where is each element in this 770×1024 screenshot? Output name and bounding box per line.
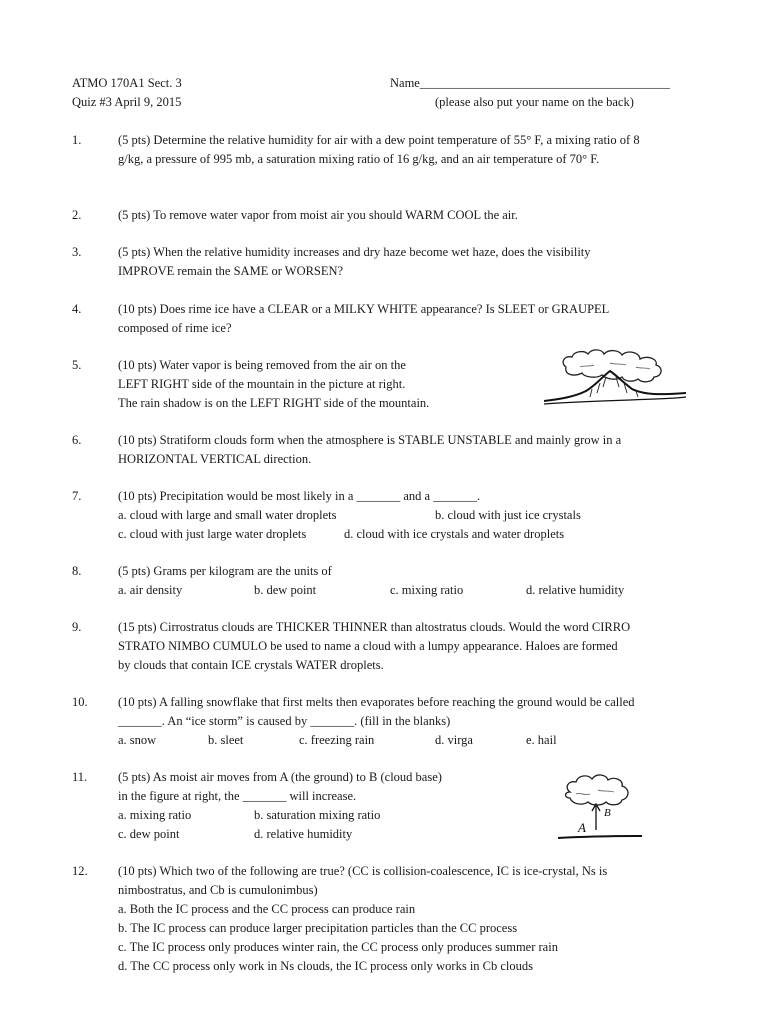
question-text: (10 pts) Precipitation would be most likely in a _______ and a _______.	[118, 489, 481, 503]
question-text: (15 pts) Cirrostratus clouds are THICKER THINNER than altostratus clouds. Would the word CIRRO	[118, 620, 631, 634]
name-field[interactable]: Name________________________________________	[390, 76, 670, 90]
question-number: 5.	[72, 358, 82, 372]
option-b[interactable]: b. dew point	[254, 583, 317, 597]
option-c[interactable]: c. dew point	[118, 827, 180, 841]
name-note: (please also put your name on the back)	[435, 95, 634, 109]
option-a[interactable]: a. snow	[118, 733, 157, 747]
question-text: (5 pts) Grams per kilogram are the units of	[118, 564, 332, 578]
option-d[interactable]: d. relative humidity	[526, 583, 625, 597]
option-c[interactable]: c. cloud with just large water droplets	[118, 527, 307, 541]
question-text: IMPROVE remain the SAME or WORSEN?	[118, 264, 344, 278]
option-a[interactable]: a. mixing ratio	[118, 808, 192, 822]
question-text: (10 pts) Does rime ice have a CLEAR or a MILKY WHITE appearance? Is SLEET or GRAUPEL	[118, 302, 610, 316]
question-number: 3.	[72, 245, 82, 259]
question-number: 12.	[72, 864, 88, 878]
question-text: (10 pts) Stratiform clouds form when the atmosphere is STABLE UNSTABLE and mainly grow in a	[118, 433, 622, 447]
question-text: (10 pts) Which two of the following are true? (CC is collision-coalescence, IC is ice-crystal, Ns is	[118, 864, 608, 878]
question-text: The rain shadow is on the LEFT RIGHT side of the mountain.	[118, 396, 430, 410]
question-number: 11.	[72, 770, 88, 784]
question-text: (10 pts) A falling snowflake that first melts then evaporates before reaching the ground would be called	[118, 695, 635, 709]
course-title: ATMO 170A1 Sect. 3	[72, 76, 182, 90]
option-c[interactable]: c. mixing ratio	[390, 583, 464, 597]
mountain-cloud-figure	[540, 345, 690, 407]
question-text: nimbostratus, and Cb is cumulonimbus)	[118, 883, 318, 897]
option-d[interactable]: d. cloud with ice crystals and water droplets	[344, 527, 565, 541]
option-a[interactable]: a. air density	[118, 583, 183, 597]
question-text: (5 pts) To remove water vapor from moist air you should WARM COOL the air.	[118, 208, 518, 222]
option-d[interactable]: d. relative humidity	[254, 827, 353, 841]
option-b[interactable]: b. The IC process can produce larger precipitation particles than the CC process	[118, 921, 518, 935]
question-text: STRATO NIMBO CUMULO be used to name a cloud with a lumpy appearance. Haloes are formed	[118, 639, 618, 653]
question-number: 9.	[72, 620, 82, 634]
option-b[interactable]: b. cloud with just ice crystals	[435, 508, 581, 522]
label-a: A	[578, 820, 586, 835]
question-text: g/kg, a pressure of 995 mb, a saturation mixing ratio of 16 g/kg, and an air temperature of 70° F.	[118, 152, 600, 166]
question-number: 4.	[72, 302, 82, 316]
question-text: by clouds that contain ICE crystals WATER droplets.	[118, 658, 384, 672]
question-number: 6.	[72, 433, 82, 447]
question-number: 1.	[72, 133, 82, 147]
label-b: B	[604, 807, 611, 819]
question-text: (5 pts) When the relative humidity increases and dry haze become wet haze, does the visibility	[118, 245, 591, 259]
question-number: 7.	[72, 489, 82, 503]
question-text: (5 pts) Determine the relative humidity for air with a dew point temperature of 55° F, a mixing ratio of 8	[118, 133, 640, 147]
question-text: HORIZONTAL VERTICAL direction.	[118, 452, 312, 466]
question-text: composed of rime ice?	[118, 321, 232, 335]
question-number: 10.	[72, 695, 88, 709]
option-c[interactable]: c. The IC process only produces winter rain, the CC process only produces summer rain	[118, 940, 558, 954]
option-a[interactable]: a. cloud with large and small water droplets	[118, 508, 337, 522]
option-a[interactable]: a. Both the IC process and the CC process can produce rain	[118, 902, 416, 916]
question-text: (5 pts) As moist air moves from A (the ground) to B (cloud base)	[118, 770, 442, 784]
option-d[interactable]: d. virga	[435, 733, 473, 747]
quiz-date: Quiz #3 April 9, 2015	[72, 95, 182, 109]
question-number: 2.	[72, 208, 82, 222]
option-d[interactable]: d. The CC process only work in Ns clouds, the IC process only works in Cb clouds	[118, 959, 534, 973]
cloud-column-figure	[556, 770, 644, 848]
option-b[interactable]: b. saturation mixing ratio	[254, 808, 381, 822]
question-number: 8.	[72, 564, 82, 578]
question-text: in the figure at right, the _______ will increase.	[118, 789, 357, 803]
question-text: LEFT RIGHT side of the mountain in the picture at right.	[118, 377, 406, 391]
option-e[interactable]: e. hail	[526, 733, 557, 747]
option-c[interactable]: c. freezing rain	[299, 733, 375, 747]
question-text: (10 pts) Water vapor is being removed from the air on the	[118, 358, 406, 372]
option-b[interactable]: b. sleet	[208, 733, 244, 747]
question-text: _______. An “ice storm” is caused by _______. (fill in the blanks)	[118, 714, 451, 728]
